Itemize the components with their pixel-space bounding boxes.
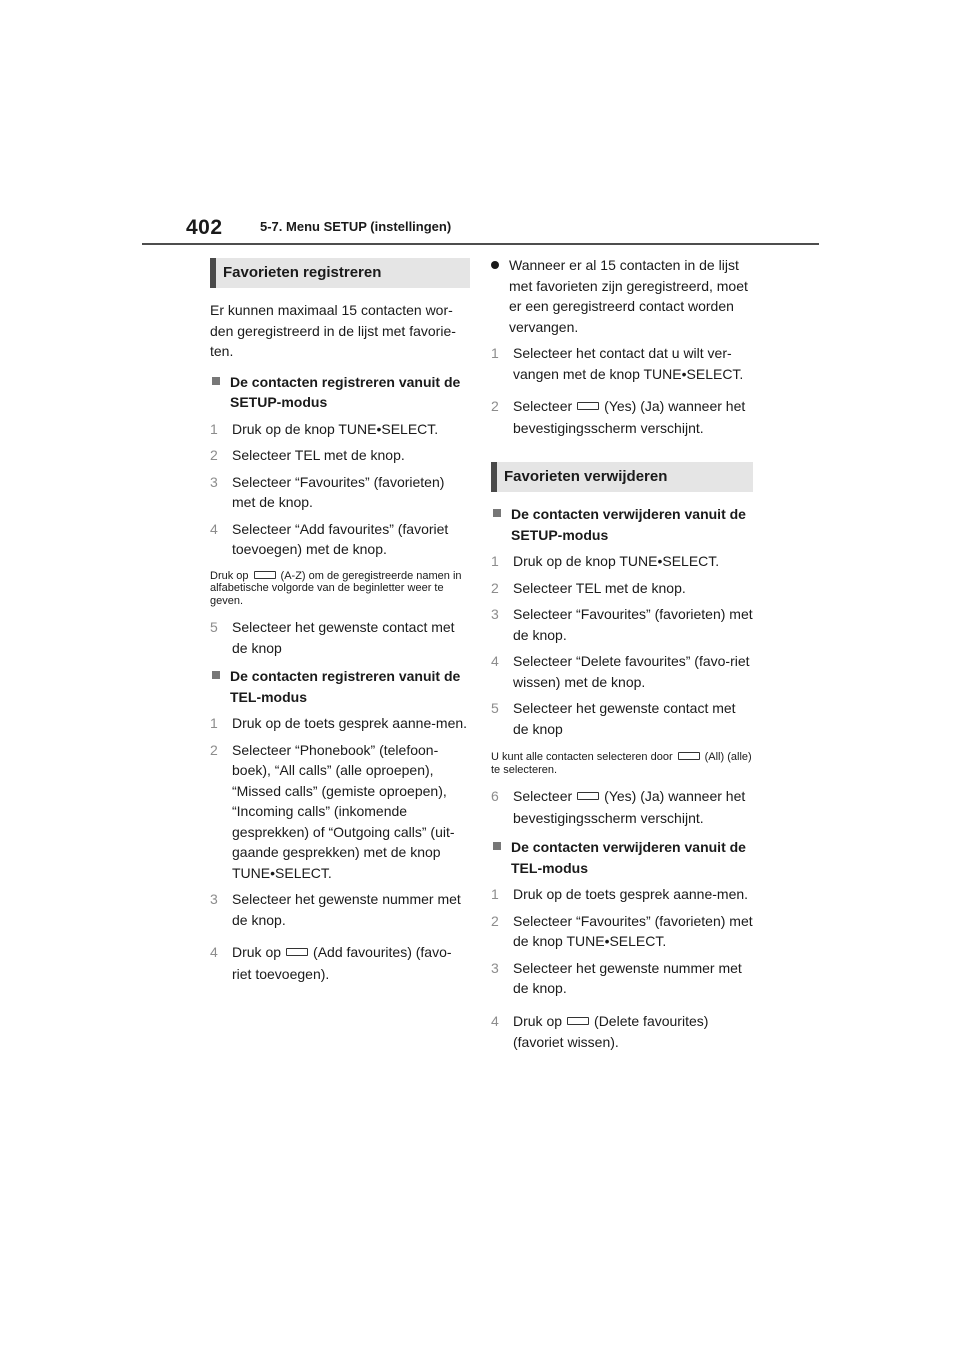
step-text: Selecteer TEL met de knop.: [513, 579, 686, 596]
screen-button-icon: [577, 402, 599, 410]
step-item: [491, 396, 753, 439]
step-text-after: (Delete favourites) (favoriet wissen).: [513, 1012, 709, 1050]
step-number: 1: [491, 553, 499, 569]
step-item: [491, 578, 753, 599]
square-marker-icon: [212, 377, 220, 385]
step-text: Selecteer het gewenste contact met de knop: [513, 700, 736, 737]
step-text-before: Selecteer: [513, 788, 573, 804]
step-number: 3: [210, 891, 218, 907]
step-text-after: (Add favourites) (favo-riet toevoegen).: [232, 944, 452, 982]
screen-button-icon: [286, 948, 308, 956]
subheading-text: De contacten registreren vanuit de TEL-modus: [230, 668, 461, 705]
step-text-after: (Yes) (Ja) wanneer het bevestigingsscherm verschijnt.: [513, 398, 746, 436]
step-text: Selecteer “Favourites” (favorieten) met de knop TUNE•SELECT.: [513, 912, 753, 949]
step-text: Selecteer “Phonebook” (telefoon-boek), “All calls” (alle oproepen), “Missed calls” (gemiste oproepen), “Incoming calls” (inkomende gesprekken) of “Outgoing calls” (uit-gaande gesprekken) met de knop TUNE•SELECT.: [232, 741, 455, 881]
screen-button-icon: [577, 792, 599, 800]
step-number: 2: [491, 912, 499, 929]
step-item: [491, 651, 753, 692]
step-number: 2: [491, 398, 499, 414]
chapter-title: 5-7. Menu SETUP (instellingen): [260, 219, 452, 234]
step-text-before: Druk op: [513, 1012, 563, 1029]
step-number: 1: [491, 886, 499, 902]
bullet-text: Wanneer er al 15 contacten in de lijst met favorieten zijn geregistreerd, moet er een geregistreerd contact worden vervangen.: [509, 257, 748, 335]
step-text: Selecteer TEL met de knop.: [232, 447, 405, 463]
step-item: [491, 551, 753, 572]
step-text: Druk op de knop TUNE•SELECT.: [513, 553, 720, 569]
square-marker-icon: [212, 671, 220, 679]
step-item: [210, 713, 470, 734]
step-number: 4: [491, 653, 499, 669]
step-item: [491, 786, 753, 829]
page-number: 402: [186, 216, 223, 239]
step-text-after: (Yes) (Ja) wanneer het bevestigingsscherm verschijnt.: [513, 788, 746, 826]
subheading-text: De contacten verwijderen vanuit de TEL-modus: [511, 839, 746, 876]
step-text-before: Selecteer: [513, 398, 573, 414]
step-number: 3: [491, 606, 499, 622]
bullet-item: [491, 255, 753, 337]
step-text: Selecteer het gewenste nummer met de knop.: [513, 959, 742, 996]
step-number: 4: [210, 520, 218, 537]
step-number: 1: [210, 715, 218, 731]
step-number: 6: [491, 788, 499, 804]
step-number: 3: [210, 473, 218, 490]
note-text-after: (A-Z) om de geregistreerde namen in alfabetische volgorde van de beginletter weer te geven.: [210, 569, 462, 607]
step-text: [232, 942, 470, 985]
note-text-before: Druk op: [210, 569, 249, 582]
step-item: [210, 740, 470, 884]
step-text: [513, 786, 753, 829]
note-text-after: (All) (alle) te selecteren.: [491, 751, 752, 776]
right-column: [491, 255, 753, 1054]
intro-paragraph: Er kunnen maximaal 15 contacten wor-den geregistreerd in de lijst met favorie-ten.: [210, 302, 456, 359]
step-number: 1: [491, 345, 499, 361]
step-number: 2: [210, 447, 218, 463]
step-item: [210, 617, 470, 658]
step-item: [210, 519, 470, 560]
step-item: [491, 884, 753, 905]
step-text: Selecteer “Favourites” (favorieten) met de knop.: [232, 473, 445, 510]
subheading-tel-delete: [491, 837, 753, 878]
step-item: [210, 889, 470, 930]
step-number: 2: [491, 579, 499, 596]
step-text: Druk op de knop TUNE•SELECT.: [232, 420, 439, 437]
step-item: [491, 1011, 753, 1054]
step-number: 4: [491, 1012, 499, 1029]
step-text-before: Druk op: [232, 944, 282, 960]
subheading-text: De contacten verwijderen vanuit de SETUP-modus: [511, 506, 746, 543]
step-item: [210, 445, 470, 466]
step-text: Selecteer “Add favourites” (favoriet toevoegen) met de knop.: [232, 520, 449, 557]
step-text: Selecteer het gewenste nummer met de knop.: [232, 891, 461, 928]
step-text: Druk op de toets gesprek aanne-men.: [232, 715, 468, 731]
step-text: [513, 396, 753, 439]
note-select-all: [491, 751, 753, 776]
step-text: Selecteer het contact dat u wilt ver-vangen met de knop TUNE•SELECT.: [513, 345, 744, 382]
section-title-register: Favorieten registreren: [210, 258, 470, 288]
step-text: [513, 1011, 753, 1054]
note-sort: [210, 570, 470, 608]
step-number: 5: [491, 700, 499, 716]
screen-button-icon: [254, 571, 276, 579]
screen-button-icon: [678, 752, 700, 760]
subheading-setup-delete: [491, 504, 753, 545]
square-marker-icon: [493, 842, 501, 850]
note-text-before: U kunt alle contacten selecteren door: [491, 751, 673, 763]
step-number: 5: [210, 619, 218, 635]
section-title-delete: Favorieten verwijderen: [491, 462, 753, 492]
bullet-dot-icon: [491, 261, 499, 269]
screen-button-icon: [567, 1017, 589, 1025]
step-number: 4: [210, 944, 218, 960]
step-item: [491, 698, 753, 739]
step-text: Selecteer “Favourites” (favorieten) met de knop.: [513, 606, 753, 643]
step-item: [210, 942, 470, 985]
step-item: [491, 604, 753, 645]
step-item: [491, 343, 753, 384]
step-item: [491, 958, 753, 999]
step-item: [210, 419, 470, 440]
step-text: Druk op de toets gesprek aanne-men.: [513, 886, 749, 902]
subheading-tel-register: [210, 666, 470, 707]
step-text: Selecteer “Delete favourites” (favo-riet wissen) met de knop.: [513, 653, 750, 690]
subheading-setup-register: [210, 372, 470, 413]
header-rule: [142, 243, 819, 245]
step-number: 1: [210, 420, 218, 437]
step-text: Selecteer het gewenste contact met de knop: [232, 619, 455, 656]
square-marker-icon: [493, 509, 501, 517]
step-item: [491, 911, 753, 952]
step-number: 2: [210, 741, 218, 758]
left-column: [210, 258, 470, 985]
step-item: [210, 472, 470, 513]
step-number: 3: [491, 959, 499, 976]
subheading-text: De contacten registreren vanuit de SETUP-modus: [230, 373, 461, 410]
